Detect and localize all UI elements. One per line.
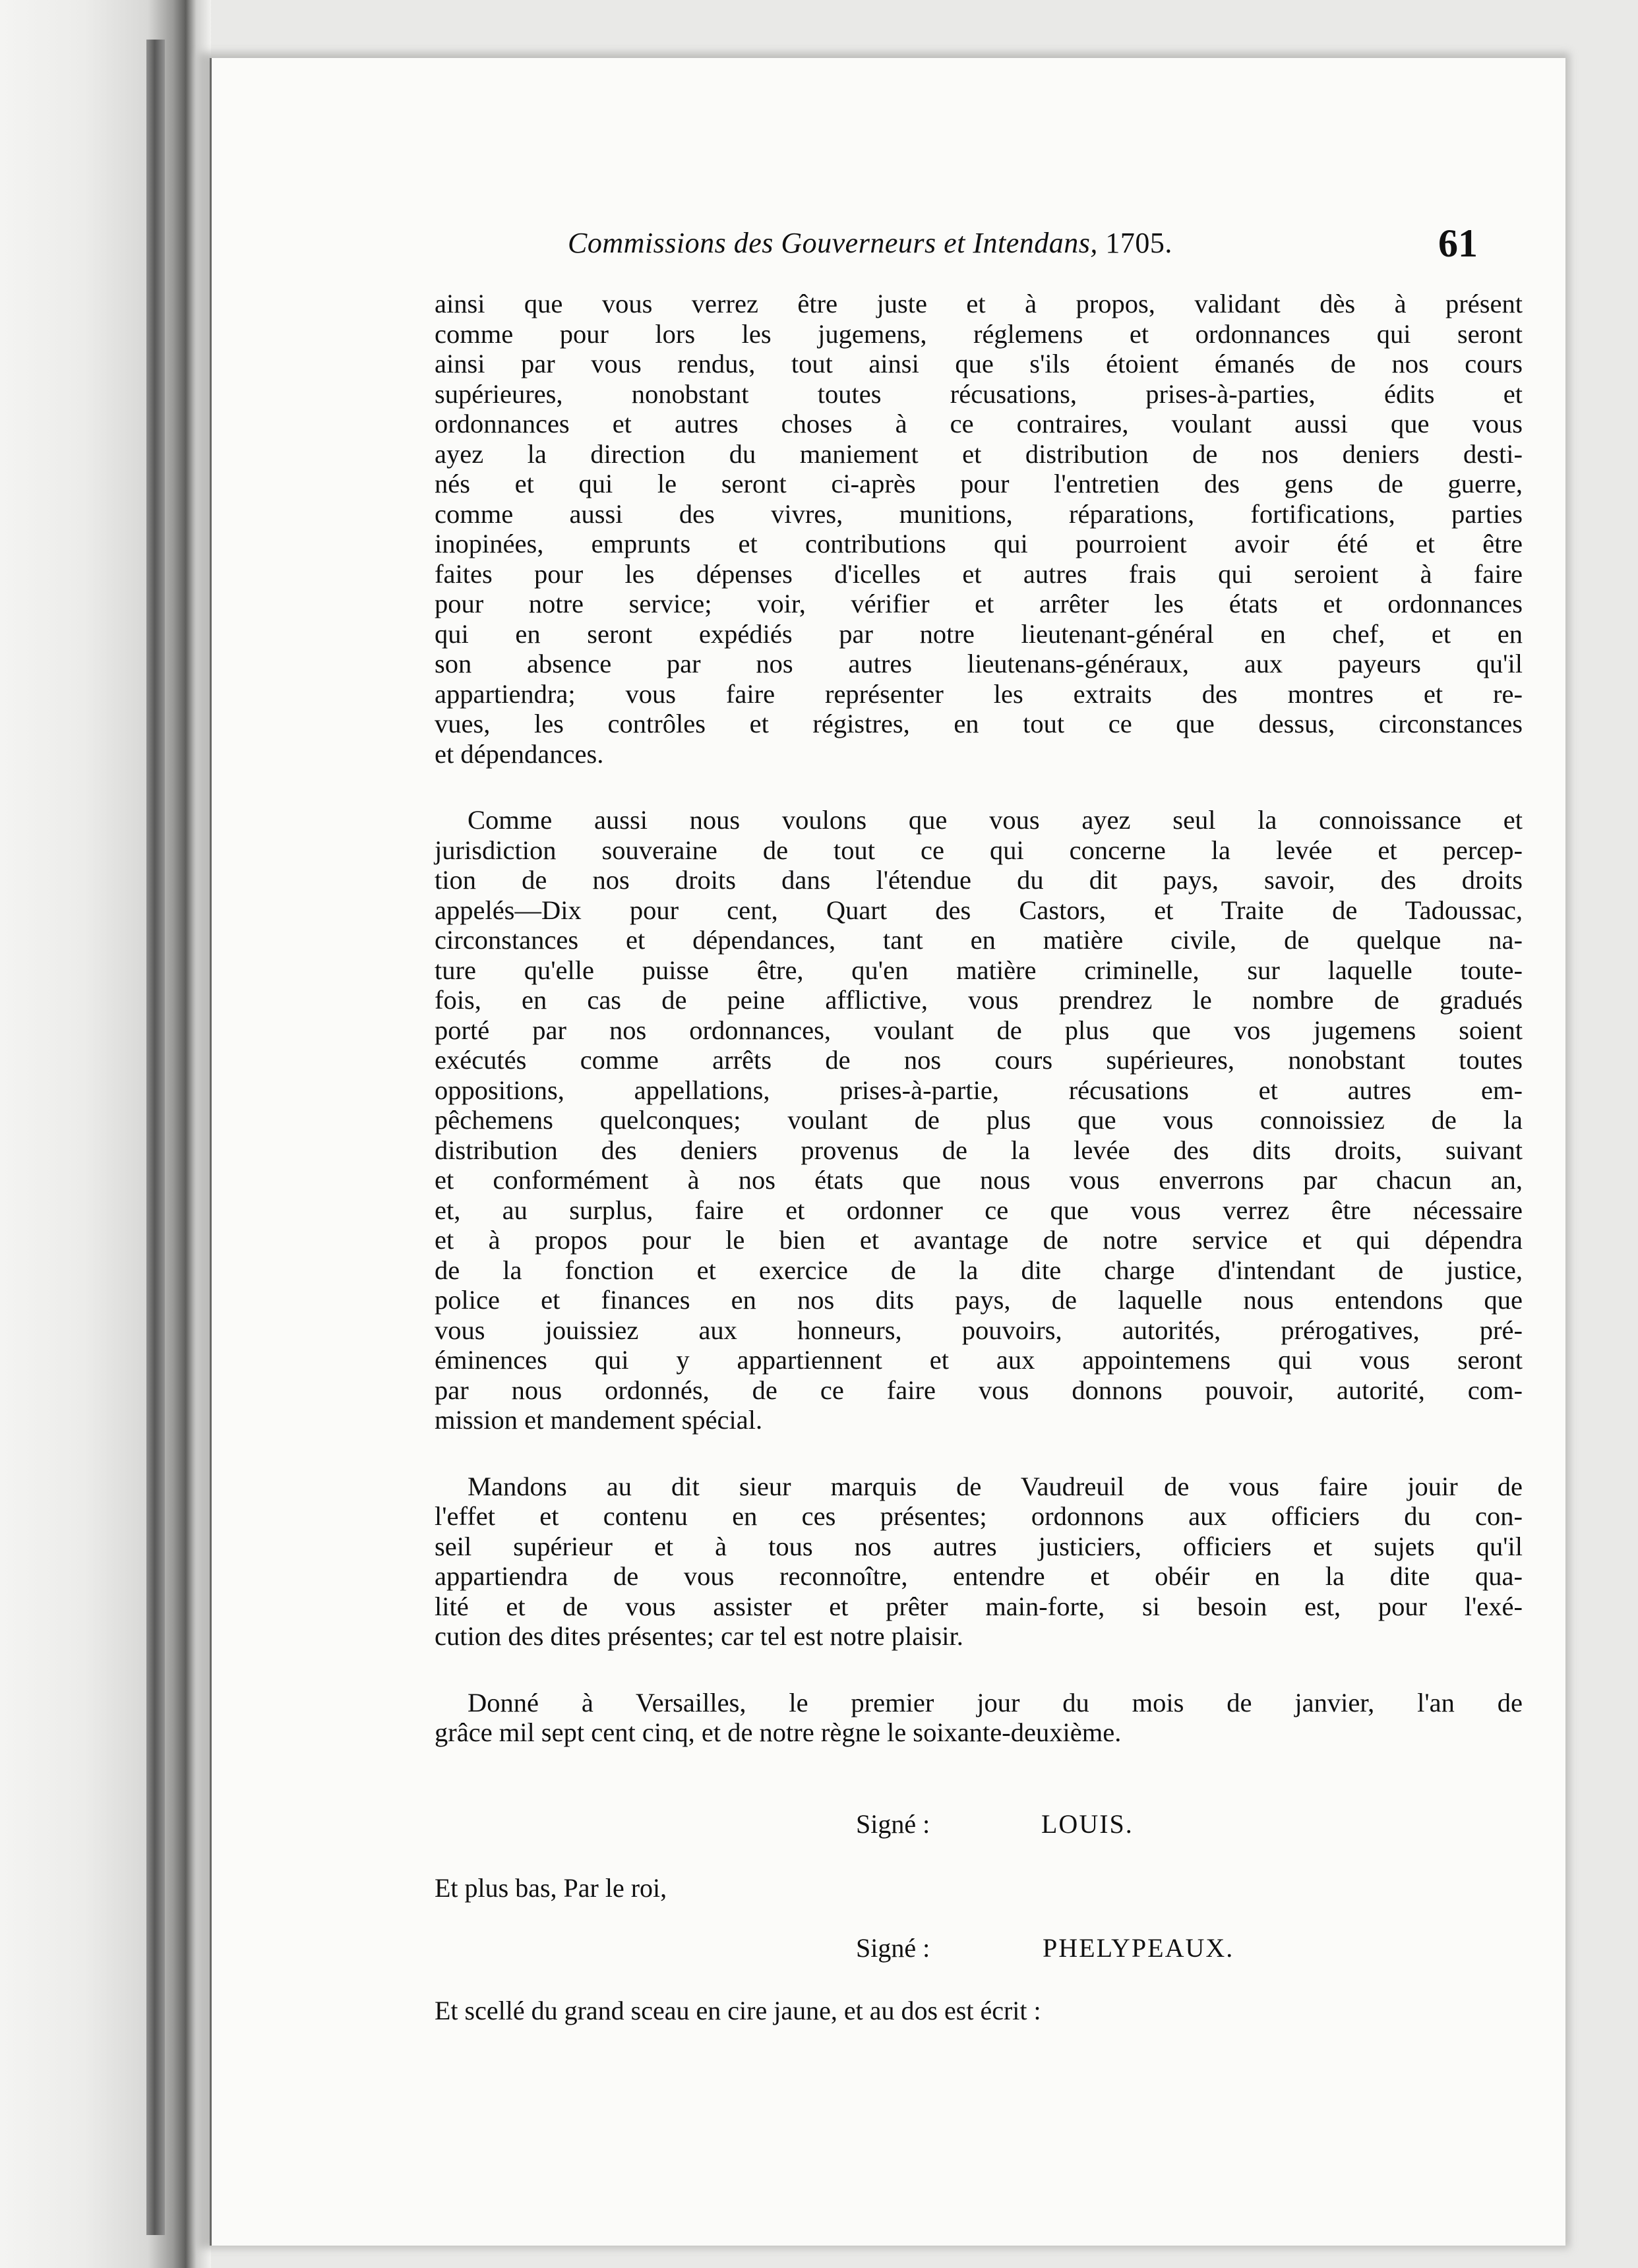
closing-line: Et scellé du grand sceau en cire jaune, et au dos est écrit : — [435, 1996, 1041, 2025]
intermediate-line: Et plus bas, Par le roi, — [435, 1873, 667, 1903]
text-line: ainsi par vous rendus, tout ainsi que s'ils étoient émanés de nos cours — [435, 349, 1523, 378]
body-text — [435, 289, 1523, 1748]
text-line: nés et qui le seront ci-après pour l'entretien des gens de guerre, — [435, 469, 1523, 498]
book-gutter — [0, 0, 211, 2268]
text-line: faites pour les dépenses d'icelles et autres frais qui seroient à faire — [435, 558, 1523, 589]
signature-name: PHELYPEAUX. — [1043, 1933, 1234, 1963]
text-line: circonstances et dépendances, tant en matière civile, de quelque na- — [435, 925, 1523, 955]
text-line: porté par nos ordonnances, voulant de plus que vos jugemens soient — [435, 1015, 1523, 1045]
text-line: vues, les contrôles et régistres, en tout ce que dessus, circonstances — [435, 709, 1523, 738]
running-title — [568, 226, 1172, 260]
binding-shadow — [146, 40, 165, 2235]
text-line: comme aussi des vivres, munitions, réparations, fortifications, parties — [435, 498, 1523, 529]
text-line: son absence par nos autres lieutenans-généraux, aux payeurs qu'il — [435, 649, 1523, 678]
text-line: éminences qui y appartiennent et aux appointemens qui vous seront — [435, 1345, 1523, 1375]
paragraph-3 — [435, 1472, 1523, 1652]
running-title-year: 1705. — [1105, 227, 1172, 259]
text-line: pêchemens quelconques; voulant de plus que vous connoissiez de la — [435, 1105, 1523, 1135]
text-line: Donné à Versailles, le premier jour du mois de janvier, l'an de — [468, 1687, 1523, 1717]
running-head — [212, 222, 1565, 279]
text-line: distribution des deniers provenus de la levée des dits droits, suivant — [435, 1135, 1523, 1165]
text-line: seil supérieur et à tous nos autres justiciers, officiers et sujets qu'il — [435, 1531, 1523, 1561]
text-line: ainsi que vous verrez être juste et à propos, validant dès à présent — [435, 289, 1523, 318]
signature-name: LOUIS. — [1041, 1809, 1134, 1839]
paragraph-2 — [435, 805, 1523, 1435]
text-line: ture qu'elle puisse être, qu'en matière criminelle, sur laquelle toute- — [435, 955, 1523, 985]
text-line: de la fonction et exercice de la dite charge d'intendant de justice, — [435, 1255, 1523, 1285]
text-line: grâce mil sept cent cinq, et de notre règne le soixante-deuxième. — [435, 1717, 1122, 1747]
text-line: inopinées, emprunts et contributions qui pourroient avoir été et être — [435, 529, 1523, 558]
text-line: lité et de vous assister et prêter main-forte, si besoin est, pour l'exé- — [435, 1591, 1523, 1621]
document-page — [210, 58, 1565, 2246]
signature-label: Signé : — [856, 1933, 930, 1963]
text-line: Mandons au dit sieur marquis de Vaudreuil de vous faire jouir de — [468, 1471, 1523, 1501]
text-line: et, au surplus, faire et ordonner ce que vous verrez être nécessaire — [435, 1195, 1523, 1225]
text-line: oppositions, appellations, prises-à-partie, récusations et autres em- — [435, 1075, 1523, 1105]
text-line: comme pour lors les jugemens, réglemens et ordonnances qui seront — [435, 318, 1523, 349]
text-line: cution des dites présentes; car tel est notre plaisir. — [435, 1621, 963, 1651]
text-line: tion de nos droits dans l'étendue du dit pays, savoir, des droits — [435, 865, 1523, 895]
paragraph-4 — [435, 1688, 1523, 1748]
text-line: vous jouissiez aux honneurs, pouvoirs, autorités, prérogatives, pré- — [435, 1315, 1523, 1345]
text-line: et dépendances. — [435, 738, 604, 769]
text-line: exécutés comme arrêts de nos cours supérieures, nonobstant toutes — [435, 1045, 1523, 1075]
text-line: ordonnances et autres choses à ce contraires, voulant aussi que vous — [435, 409, 1523, 438]
text-line: fois, en cas de peine afflictive, vous prendrez le nombre de gradués — [435, 985, 1523, 1015]
text-line: mission et mandement spécial. — [435, 1405, 763, 1435]
text-line: qui en seront expédiés par notre lieutenant-général en chef, et en — [435, 618, 1523, 649]
signature-phelypeaux — [212, 1932, 1565, 1972]
text-line: appartiendra de vous reconnoître, entendre et obéir en la dite qua- — [435, 1561, 1523, 1591]
text-line: police et finances en nos dits pays, de laquelle nous entendons que — [435, 1285, 1523, 1315]
text-line: Comme aussi nous voulons que vous ayez seul la connoissance et — [468, 805, 1523, 835]
text-line: par nous ordonnés, de ce faire vous donnons pouvoir, autorité, com- — [435, 1375, 1523, 1405]
text-line: ayez la direction du maniement et distribution de nos deniers desti- — [435, 438, 1523, 469]
text-line: et conformément à nos états que nous vous enverrons par chacun an, — [435, 1165, 1523, 1195]
text-line: appartiendra; vous faire représenter les extraits des montres et re- — [435, 678, 1523, 709]
text-line: et à propos pour le bien et avantage de notre service et qui dépendra — [435, 1225, 1523, 1255]
text-line: pour notre service; voir, vérifier et arrêter les états et ordonnances — [435, 589, 1523, 618]
paragraph-1 — [435, 289, 1523, 769]
running-title-text: Commissions des Gouverneurs et Intendans, — [568, 227, 1098, 259]
page-number: 61 — [1438, 222, 1478, 265]
text-line: jurisdiction souveraine de tout ce qui concerne la levée et percep- — [435, 835, 1523, 865]
signature-label: Signé : — [856, 1809, 930, 1839]
signature-louis — [212, 1808, 1565, 1848]
text-line: l'effet et contenu en ces présentes; ordonnons aux officiers du con- — [435, 1501, 1523, 1531]
text-line: appelés—Dix pour cent, Quart des Castors, et Traite de Tadoussac, — [435, 895, 1523, 925]
text-line: supérieures, nonobstant toutes récusations, prises-à-parties, édits et — [435, 378, 1523, 409]
